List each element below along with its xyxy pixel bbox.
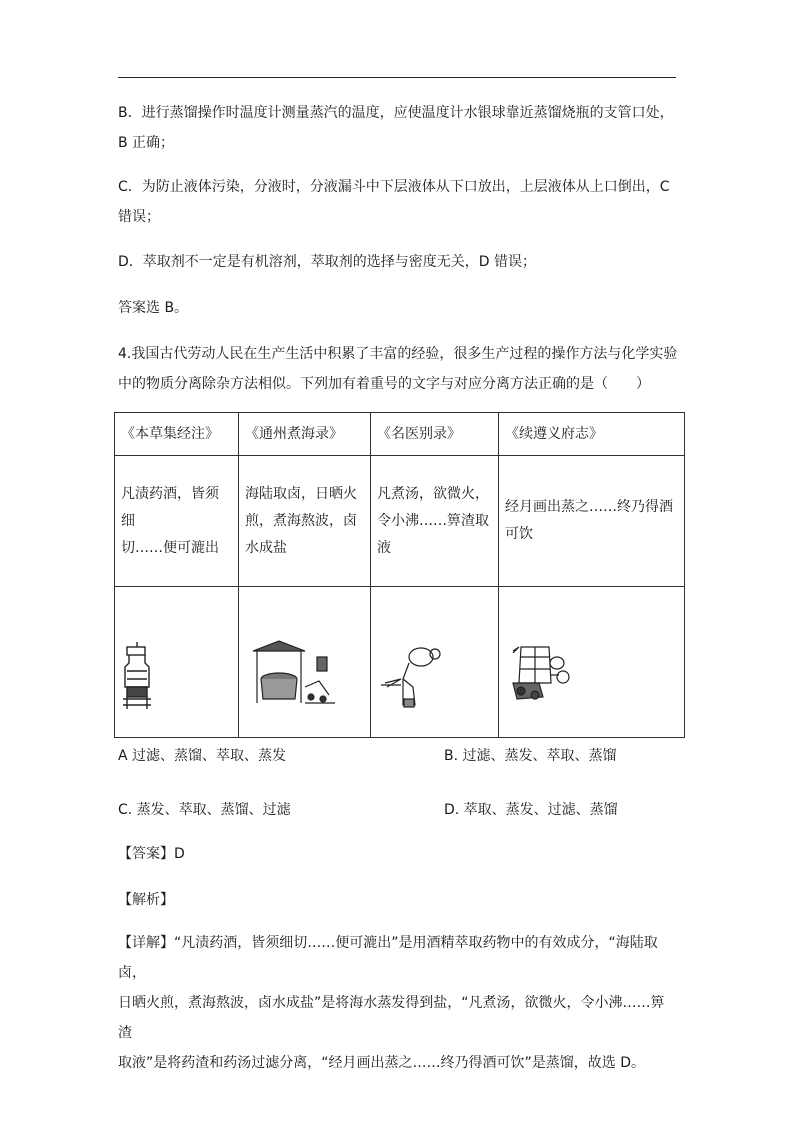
cell-line: 煎，煮海熬波，卤 <box>245 512 357 529</box>
cell-line: 经月画出蒸之……终乃得酒 <box>505 499 673 515</box>
text-line: B 正确； <box>118 135 175 151</box>
filtering-illustration <box>371 587 498 737</box>
option-d: D. 萃取、蒸发、过滤、蒸馏 <box>444 802 618 818</box>
salt-boiling-illustration <box>239 587 370 737</box>
text-cell <box>499 456 685 587</box>
detailed-explanation <box>118 928 678 1078</box>
image-cell <box>371 587 499 738</box>
cell-line: 令小沸……箅渣取 <box>377 512 489 529</box>
text-cell <box>371 456 499 587</box>
soaking-jar-illustration <box>115 587 238 737</box>
text-line: 中的物质分离除杂方法相似。下列加有着重号的文字与对应分离方法正确的是（ ） <box>118 376 650 392</box>
table-header-row <box>115 413 685 456</box>
image-cell <box>499 587 685 738</box>
answer-b-explanation <box>118 98 678 158</box>
header-rule <box>118 77 676 78</box>
previous-answer-choice <box>118 293 678 323</box>
header-cell: 《续遵义府志》 <box>499 413 685 456</box>
text-line: C．为防止液体污染，分液时，分液漏斗中下层液体从下口放出，上层液体从上口倒出，C <box>118 179 670 195</box>
option-b: B. 过滤、蒸发、萃取、蒸馏 <box>444 748 617 764</box>
cell-line: 海陆取卤，日晒火 <box>245 485 357 502</box>
header-cell: 《通州煮海录》 <box>239 413 371 456</box>
image-cell <box>115 587 239 738</box>
text-cell <box>239 456 371 587</box>
text-line: 【详解】“凡渍药酒，皆须细切……便可漉出”是用酒精萃取药物中的有效成分，“海陆取卤， <box>118 935 658 981</box>
text-line: 4.我国古代劳动人民在生产生活中积累了丰富的经验，很多生产过程的操作方法与化学实验 <box>118 346 678 362</box>
table-text-row <box>115 456 685 587</box>
cell-line: 水成盐 <box>245 539 287 556</box>
table-image-row <box>115 587 685 738</box>
question-stem <box>118 339 678 399</box>
answer-c-explanation <box>118 172 678 232</box>
cell-line: 液 <box>377 539 391 556</box>
text-line: B．进行蒸馏操作时温度计测量蒸汽的温度，应使温度计水银球靠近蒸馏烧瓶的支管口处， <box>118 105 674 121</box>
option-c: C. 蒸发、萃取、蒸馏、过滤 <box>118 802 291 818</box>
text-line: 取液”是将药渣和药汤过滤分离，“经月画出蒸之……终乃得酒可饮”是蒸馏，故选 D。 <box>118 1055 645 1071</box>
header-cell: 《名医别录》 <box>371 413 499 456</box>
comparison-table <box>114 412 685 738</box>
cell-line: 凡煮汤，欲微火， <box>377 485 489 502</box>
cell-line: 可饮 <box>505 526 533 542</box>
text-line: 日晒火煎，煮海熬波，卤水成盐”是将海水蒸发得到盐，“凡煮汤，欲微火，令小沸……箅渣 <box>118 995 665 1041</box>
answer-label: 【答案】D <box>118 846 185 862</box>
header-cell: 《本草集经注》 <box>115 413 239 456</box>
cell-line: 凡渍药酒，皆须细 <box>121 485 219 529</box>
analysis-title: 【解析】 <box>118 892 174 908</box>
image-cell <box>239 587 371 738</box>
text-line: 答案选 B。 <box>118 300 189 316</box>
text-cell <box>115 456 239 587</box>
option-a: A 过滤、蒸馏、萃取、蒸发 <box>118 748 287 764</box>
cell-line: 切……便可漉出 <box>121 539 219 556</box>
distilling-illustration <box>499 587 684 737</box>
text-line: D．萃取剂不一定是有机溶剂，萃取剂的选择与密度无关，D 错误； <box>118 254 537 270</box>
text-line: 错误； <box>118 209 160 225</box>
answer-d-explanation <box>118 247 678 277</box>
